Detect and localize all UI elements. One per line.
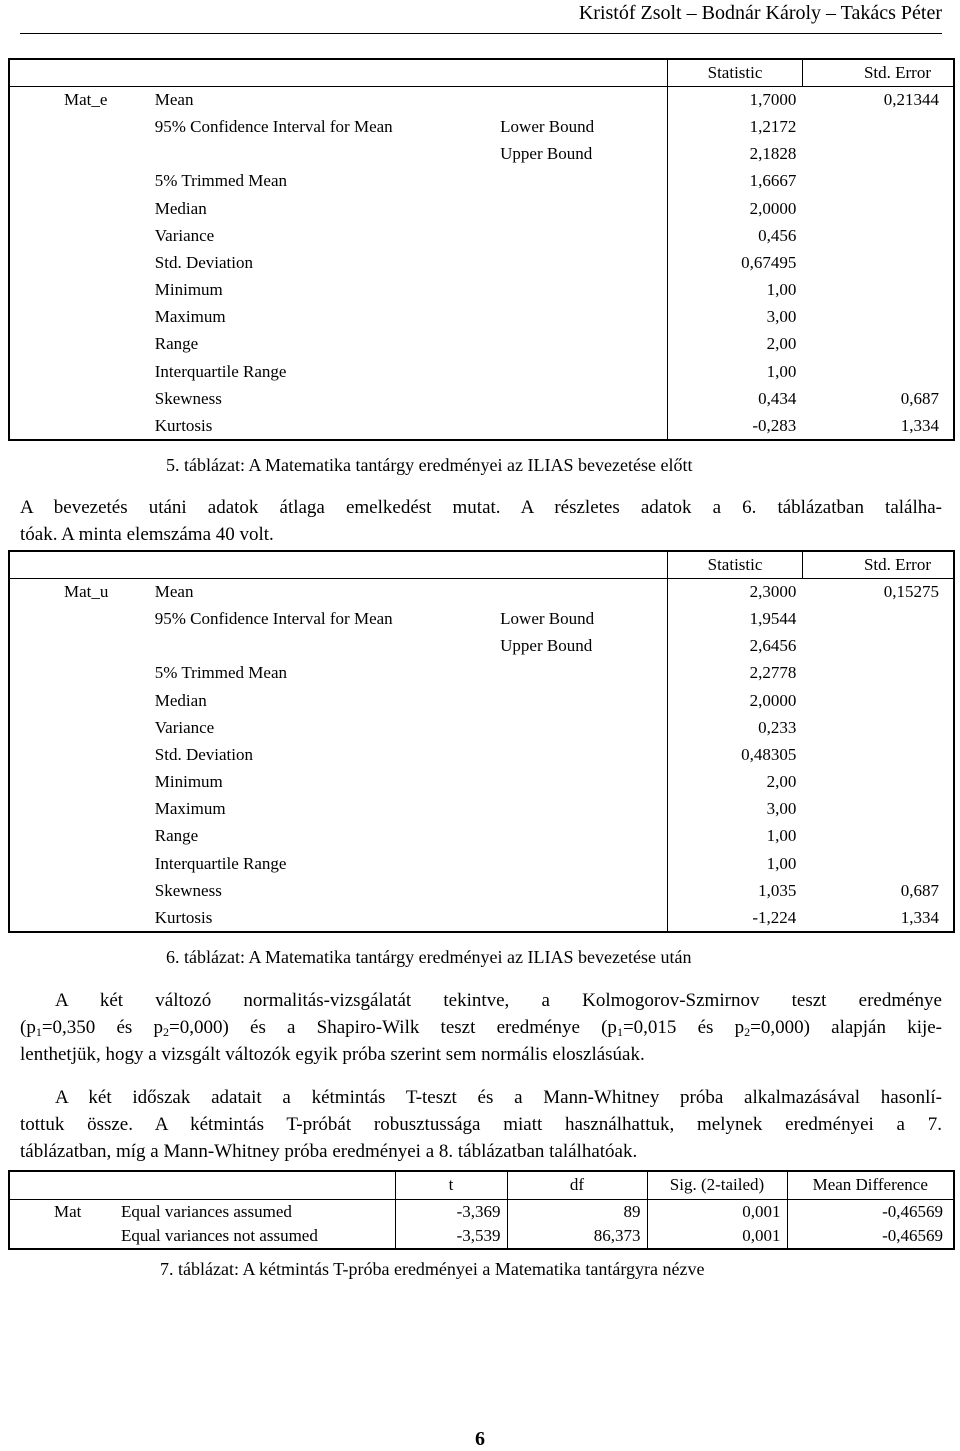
variable-label: Mat [54, 1201, 82, 1221]
paragraph-line: tóak. A minta elemszáma 40 volt. [20, 524, 274, 545]
statistic-value: 0,233 [668, 714, 803, 741]
column-header-statistic: Statistic [668, 551, 803, 578]
table-row [9, 633, 954, 660]
std-error-value: 0,15275 [883, 582, 939, 602]
table-row [9, 823, 954, 850]
table-row [9, 141, 954, 168]
table-row [9, 1224, 954, 1249]
table-row [9, 1199, 954, 1224]
variable-label: Mat_e [64, 90, 108, 110]
column-header-df: df [507, 1171, 647, 1199]
page-number: 6 [475, 1428, 485, 1450]
paragraph-line: A bevezetés utáni adatok átlaga emelkedést mutat. A részletes adatok a 6. táblázatban találha- [20, 497, 942, 518]
statistic-name: Median [154, 198, 207, 218]
paragraph-line: A két változó normalitás-vizsgálatát tekintve, a Kolmogorov-Szmirnov teszt eredménye [55, 990, 942, 1011]
table-row [9, 195, 954, 222]
column-header-t: t [395, 1171, 507, 1199]
std-error-value: 0,687 [900, 880, 939, 900]
std-error-value: 1,334 [900, 907, 939, 927]
statistic-value: 2,00 [668, 769, 803, 796]
statistic-value: 0,456 [668, 222, 803, 249]
sig-value: 0,001 [647, 1224, 787, 1249]
statistic-value: 2,6456 [668, 633, 803, 660]
std-error-value: 0,687 [900, 388, 939, 408]
statistic-value: 1,2172 [668, 113, 803, 140]
paragraph-line: táblázatban, míg a Mann-Whitney próba eredményei a 8. táblázatban találhatóak. [20, 1141, 638, 1162]
statistic-value: -0,283 [668, 412, 803, 439]
statistic-name: Kurtosis [154, 907, 213, 927]
table-row [9, 877, 954, 904]
statistic-value: 3,00 [668, 796, 803, 823]
paragraph-line: tottuk össze. A kétmintás T-próbát robusztussága miatt használhattuk, melynek eredményei a 7. [20, 1114, 942, 1135]
statistic-value: 1,6667 [668, 168, 803, 195]
table-header-row [9, 59, 954, 86]
paragraph-line: lenthetjük, hogy a vizsgált változók egyik próba szerint sem normális eloszlásúak. [20, 1044, 645, 1065]
paragraph-line: ($p_1=0,350$ és $p_2=0,000$) és a Shapiro-Wilk teszt eredménye ($p_1=0,015$ és $p_2=0,000$) alapján kije- [20, 1017, 943, 1039]
statistic-name: Kurtosis [154, 415, 213, 435]
statistic-value: 1,00 [668, 850, 803, 877]
std-error-value: 1,334 [900, 415, 939, 435]
table-row [9, 168, 954, 195]
statistic-value: 1,00 [668, 358, 803, 385]
statistic-value: 2,1828 [668, 141, 803, 168]
paragraph-1 [20, 494, 942, 548]
statistic-value: -1,224 [668, 904, 803, 931]
statistic-name: 5% Trimmed Mean [154, 171, 287, 191]
statistic-name: Minimum [154, 280, 223, 300]
table-row [9, 385, 954, 412]
statistic-name: Variance [154, 225, 215, 245]
bound-label: Lower Bound [500, 608, 595, 628]
paragraph-3 [20, 1084, 942, 1165]
table-6-descriptives [8, 550, 955, 933]
statistic-value: 0,48305 [668, 741, 803, 768]
df-value: 86,373 [507, 1224, 647, 1249]
variable-label: Mat_u [64, 582, 109, 602]
table-row [9, 769, 954, 796]
statistic-value: 1,035 [668, 877, 803, 904]
table-row [9, 113, 954, 140]
column-header-statistic: Statistic [668, 59, 803, 86]
column-header-std-error: Std. Error [802, 59, 954, 86]
statistic-name: Median [154, 690, 207, 710]
table-row [9, 358, 954, 385]
statistic-value: 2,00 [668, 331, 803, 358]
statistic-name: Interquartile Range [154, 361, 287, 381]
statistic-value: 2,3000 [668, 578, 803, 605]
running-header [20, 0, 942, 34]
statistic-name: Mean [154, 90, 194, 110]
statistic-value: 2,0000 [668, 687, 803, 714]
row-label: Equal variances assumed [121, 1201, 292, 1221]
table-6-caption: 6. táblázat: A Matematika tantárgy eredményei az ILIAS bevezetése után [166, 947, 692, 967]
table-row [9, 412, 954, 439]
t-value: -3,539 [395, 1224, 507, 1249]
table-row [9, 714, 954, 741]
column-header-std-error: Std. Error [802, 551, 954, 578]
statistic-name: Std. Deviation [154, 744, 253, 764]
statistic-value: 1,00 [668, 823, 803, 850]
table-row [9, 277, 954, 304]
table-row [9, 86, 954, 113]
table-row [9, 796, 954, 823]
table-5-descriptives [8, 58, 955, 441]
mean-difference-value: -0,46569 [787, 1199, 954, 1224]
row-label: Equal variances not assumed [121, 1226, 318, 1245]
column-header-sig: Sig. (2-tailed) [647, 1171, 787, 1199]
statistic-value: 1,9544 [668, 605, 803, 632]
statistic-name: Variance [154, 717, 215, 737]
table-row [9, 850, 954, 877]
statistic-value: 1,7000 [668, 86, 803, 113]
statistic-name: 95% Confidence Interval for Mean [154, 608, 393, 628]
t-value: -3,369 [395, 1199, 507, 1224]
statistic-name: Maximum [154, 307, 226, 327]
statistic-value: 1,00 [668, 277, 803, 304]
table-row [9, 660, 954, 687]
table-row [9, 331, 954, 358]
table-row [9, 578, 954, 605]
statistic-name: Minimum [154, 772, 223, 792]
table-row [9, 222, 954, 249]
table-header-row [9, 1171, 954, 1199]
statistic-value: 2,0000 [668, 195, 803, 222]
statistic-value: 0,67495 [668, 249, 803, 276]
std-error-value: 0,21344 [883, 90, 939, 110]
table-row [9, 741, 954, 768]
sig-value: 0,001 [647, 1199, 787, 1224]
statistic-name: Std. Deviation [154, 252, 253, 272]
column-header-mean-difference: Mean Difference [787, 1171, 954, 1199]
bound-label: Upper Bound [500, 144, 593, 164]
statistic-name: Range [154, 826, 199, 846]
statistic-name: 95% Confidence Interval for Mean [154, 116, 393, 136]
table-5-caption: 5. táblázat: A Matematika tantárgy eredményei az ILIAS bevezetése előtt [166, 455, 693, 475]
statistic-name: Skewness [154, 388, 222, 408]
table-row [9, 304, 954, 331]
paragraph-2 [20, 987, 942, 1068]
table-7-caption: 7. táblázat: A kétmintás T-próba eredményei a Matematika tantárgyra nézve [160, 1259, 705, 1279]
statistic-name: Mean [154, 582, 194, 602]
statistic-name: Interquartile Range [154, 853, 287, 873]
statistic-value: 0,434 [668, 385, 803, 412]
mean-difference-value: -0,46569 [787, 1224, 954, 1249]
table-row [9, 904, 954, 931]
table-7-ttest [8, 1170, 955, 1250]
bound-label: Lower Bound [500, 116, 595, 136]
table-row [9, 249, 954, 276]
statistic-value: 3,00 [668, 304, 803, 331]
statistic-name: 5% Trimmed Mean [154, 663, 287, 683]
header-authors: Kristóf Zsolt – Bodnár Károly – Takács Péter [578, 2, 942, 24]
statistic-name: Range [154, 334, 199, 354]
table-header-row [9, 551, 954, 578]
statistic-value: 2,2778 [668, 660, 803, 687]
paragraph-line: A két időszak adatait a kétmintás T-teszt és a Mann-Whitney próba alkalmazásával hasonlí- [55, 1087, 942, 1108]
df-value: 89 [507, 1199, 647, 1224]
bound-label: Upper Bound [500, 636, 593, 656]
table-row [9, 687, 954, 714]
statistic-name: Maximum [154, 799, 226, 819]
statistic-name: Skewness [154, 880, 222, 900]
table-row [9, 605, 954, 632]
